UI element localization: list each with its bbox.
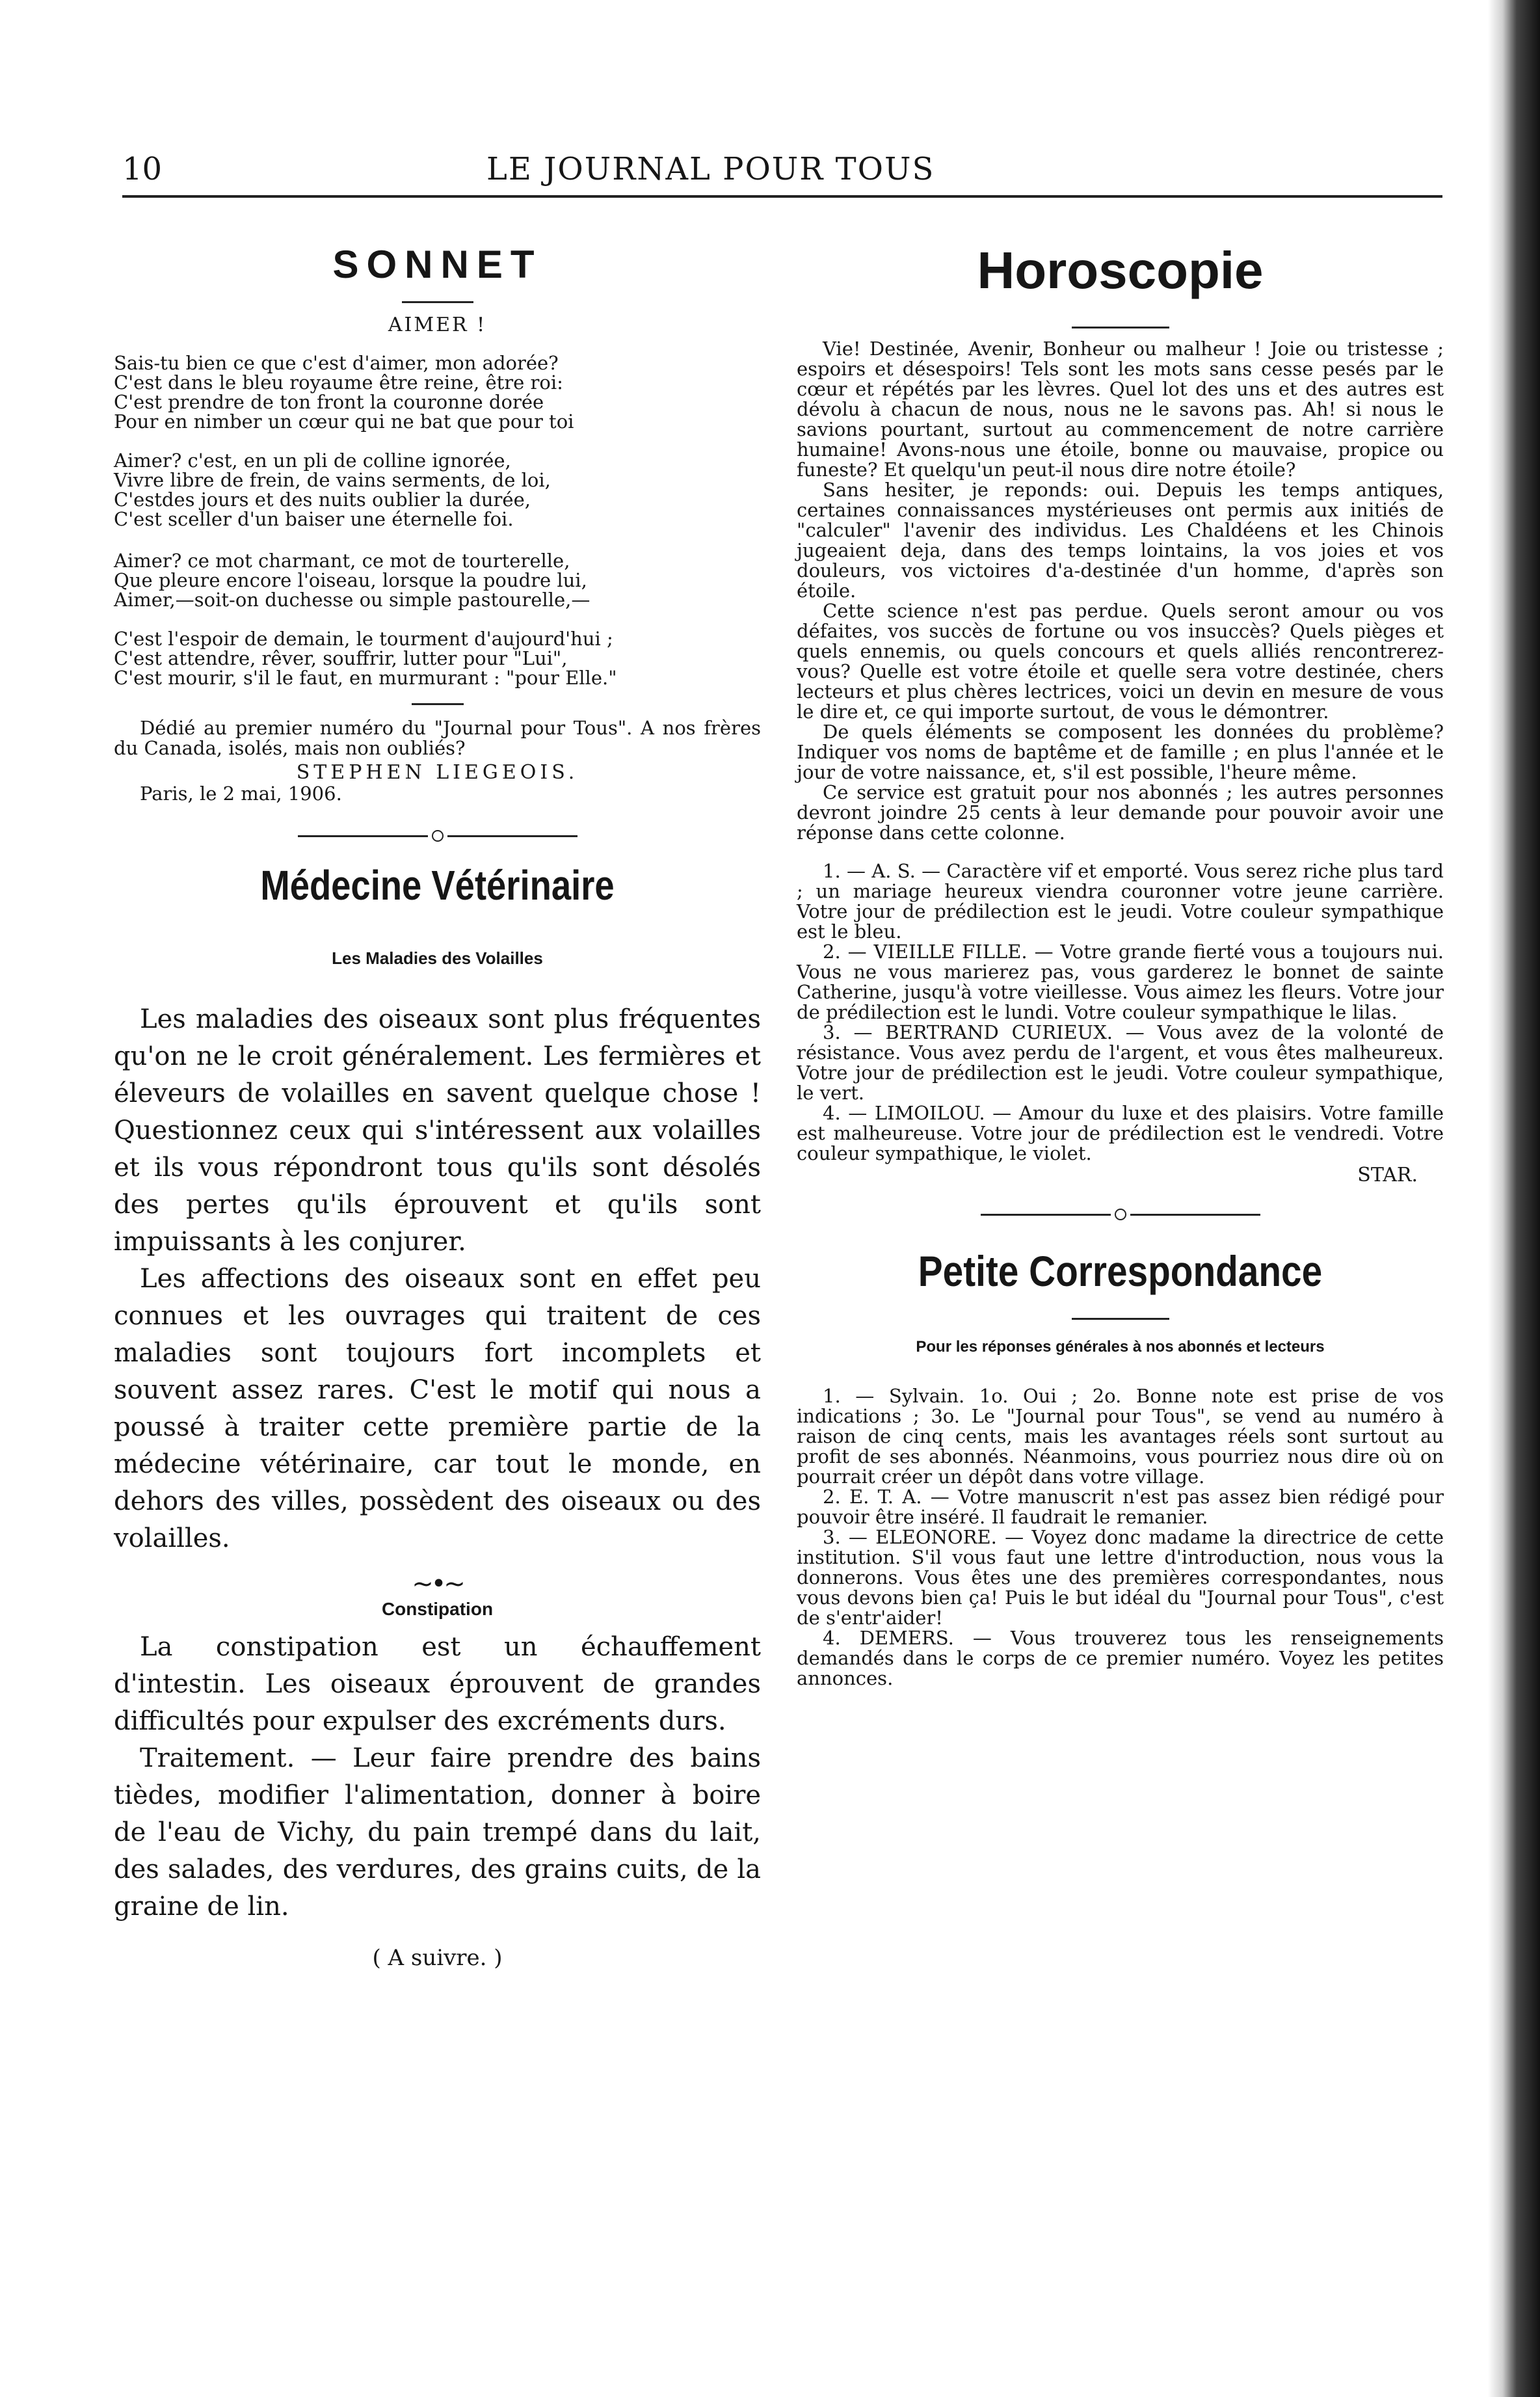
sonnet-stanza-1: Sais-tu bien ce que c'est d'aimer, mon adorée? C'est dans le bleu royaume être reine, être roi: C'est prendre de ton front la couronne dorée Pour en nimber un cœur qui ne bat que pour toi: [114, 352, 574, 433]
page-number: 10: [122, 151, 163, 187]
sonnet-stanza-3: Aimer? ce mot charmant, ce mot de tourterelle, Que pleure encore l'oiseau, lorsque la poudre lui, Aimer,—soit-on duchesse ou simple pastourelle,—: [114, 550, 591, 611]
horoscope-section: [797, 215, 1444, 1186]
to-be-continued: ( A suivre. ): [372, 1945, 503, 1971]
ornament-icon: ~•~: [412, 1569, 463, 1599]
constipation-paragraph-1: La constipation est un échauffement d'intestin. Les oiseaux éprouvent de grandes difficultés pour expulser des excréments durs.: [114, 1632, 761, 1736]
sonnet-section: [114, 215, 761, 804]
horoscope-paragraph-5: Ce service est gratuit pour nos abonnés ; les autres personnes devront joindre 25 cents à leur demande pour pouvoir avoir une réponse dans cette colonne.: [797, 781, 1444, 844]
horoscope-answer-4: 4. — LIMOILOU. — Amour du luxe et des plaisirs. Votre famille est malheureuse. Votre jour de prédilection est le vendredi. Votre couleur sympathique, le violet.: [797, 1102, 1444, 1164]
horoscope-paragraph-4: De quels éléments se composent les données du problème? Indiquer vos noms de baptême et de famille ; en plus l'année et le jour de votre naissance, et, s'il est possible, l'heure même.: [797, 721, 1444, 783]
journal-title: LE JOURNAL POUR TOUS: [486, 151, 935, 187]
correspondence-item-1: 1. — Sylvain. 1o. Oui ; 2o. Bonne note est prise de vos indications ; 3o. Le "Journal pour Tous", se vend au numéro à raison de cinq cents, mais les avantages réels sont surtout au profit de ses abonnés. Néanmoins, vous pourriez nous dire où on pourrait créer un dépôt dans votre village.: [797, 1385, 1444, 1488]
horoscope-answer-3: 3. — BERTRAND CURIEUX. — Vous avez de la volonté de résistance. Vous avez perdu de l'argent, et vous êtes malheureux. Votre jour de prédilection est le jeudi. Votre couleur sympathique, le vert.: [797, 1021, 1444, 1104]
sonnet-title: SONNET: [332, 243, 542, 286]
scan-edge-shadow: [1488, 0, 1540, 2397]
left-column: [114, 215, 761, 1971]
sonnet-dedication: Dédié au premier numéro du "Journal pour Tous". A nos frères du Canada, isolés, mais non oubliés?: [114, 717, 761, 759]
veterinary-section: [114, 861, 761, 1971]
veterinary-title: Médecine Vétérinaire: [260, 862, 615, 909]
correspondence-title: Petite Correspondance: [918, 1247, 1323, 1295]
correspondence-section: [797, 1246, 1444, 1689]
sonnet-subtitle: AIMER !: [388, 314, 487, 336]
right-column: [797, 215, 1444, 1689]
section-divider: [114, 830, 761, 842]
constipation-heading: Constipation: [381, 1599, 494, 1619]
correspondence-item-4: 4. DEMERS. — Vous trouverez tous les renseignements demandés dans le corps de ce premier numéro. Voyez les petites annonces.: [797, 1627, 1444, 1689]
header-rule: [122, 195, 1442, 198]
veterinary-paragraph-2: Les affections des oiseaux sont en effet peu connues et les ouvrages qui traitent de ces maladies sont toujours fort incomplets et souvent assez rares. C'est le motif qui nous a poussé à traiter cette première partie de la médecine vétérinaire, car tout le monde, en dehors des villes, possèdent des oiseaux ou des volailles.: [114, 1264, 761, 1553]
veterinary-subtitle: Les Maladies des Volailles: [332, 948, 543, 968]
horoscope-title: Horoscopie: [977, 241, 1264, 299]
sonnet-place-date: Paris, le 2 mai, 1906.: [140, 783, 342, 805]
horoscope-answer-2: 2. — VIEILLE FILLE. — Votre grande fierté vous a toujours nui. Vous ne vous marierez pas, vous garderez le bonnet de sainte Catherine, jusqu'à votre vieillesse. Vous aimez les fleurs. Votre jour de prédilection est le lundi. Votre couleur sympathique le lilas.: [797, 941, 1444, 1023]
veterinary-paragraph-1: Les maladies des oiseaux sont plus fréquentes qu'on ne le croit généralement. Les fermières et éleveurs de volailles en savent quelque chose ! Questionnez ceux qui s'intéressent aux volailles et ils vous répondront tous qu'ils sont désolés des pertes qu'ils éprouvent et qu'ils sont impuissants à les conjurer.: [114, 1004, 761, 1257]
sonnet-stanza-4: C'est l'espoir de demain, le tourment d'aujourd'hui ; C'est attendre, rêver, souffrir, lutter pour "Lui", C'est mourir, s'il le faut, en murmurant : "pour Elle.": [114, 628, 617, 689]
constipation-paragraph-2: Traitement. — Leur faire prendre des bains tièdes, modifier l'alimentation, donner à boire de l'eau de Vichy, du pain trempé dans du lait, des salades, des verdures, des grains cuits, de la graine de lin.: [114, 1743, 761, 1922]
page-header: [122, 151, 1442, 190]
horoscope-signature: STAR.: [1357, 1164, 1418, 1186]
correspondence-item-2: 2. E. T. A. — Votre manuscrit n'est pas assez bien rédigé pour pouvoir être inséré. Il faudrait le remanier.: [797, 1486, 1444, 1528]
horoscope-paragraph-2: Sans hesiter, je reponds: oui. Depuis les temps antiques, certaines connaissances mystérieuses ont permis aux initiés de "calculer" l'avenir des individus. Les Chaldéens et les Chinois jugeaient deja, dans des temps lointains, la vos joies et vos douleurs, vos victoires d'a-destinée d'un homme, d'après son étoile.: [797, 479, 1444, 602]
section-divider: [797, 1209, 1444, 1220]
horoscope-paragraph-1: Vie! Destinée, Avenir, Bonheur ou malheur ! Joie ou tristesse ; espoirs et désespoirs! Tels sont les mots sans cesse pesés par le cœur et répétés par les lèvres. Quel lot des uns et des autres est dévolu à chacun de nous, nous ne le savons pas. Ah! si nous le savions pourtant, surtout au commencement de notre carrière humaine! Avons-nous une étoile, bonne ou mauvaise, propice ou funeste? Et quelqu'un peut-il nous dire notre étoile?: [797, 338, 1444, 481]
correspondence-item-3: 3. — ELEONORE. — Voyez donc madame la directrice de cette institution. S'il vous faut une lettre d'introduction, nous vous la donnerons. Vous êtes une des premières correspondantes, nous vous devons bien ça! Puis le but idéal du "Journal pour Tous", c'est de s'entr'aider!: [797, 1526, 1444, 1629]
sonnet-stanza-2: Aimer? c'est, en un pli de colline ignorée, Vivre libre de frein, de vains serments, de loi, C'estdes jours et des nuits oublier la durée, C'est sceller d'un baiser une éternelle foi.: [114, 449, 551, 530]
horoscope-answer-1: 1. — A. S. — Caractère vif et emporté. Vous serez riche plus tard ; un mariage heureux viendra couronner votre jeune carrière. Votre jour de prédilection est le jeudi. Votre couleur sympathique est le bleu.: [797, 860, 1444, 943]
horoscope-paragraph-3: Cette science n'est pas perdue. Quels seront amour ou vos défaites, vos succès de fortune ou vos insuccès? Quels pièges et quels ennemis, ou quels concours et quels alliés rencontrerez-vous? Quelle est votre étoile et quelle sera votre destinée, chers lecteurs et plus chères lectrices, voici un devin en mesure de vous le dire et, ce qui importe surtout, de vous le démontrer.: [797, 600, 1444, 723]
correspondence-subtitle: Pour les réponses générales à nos abonnés et lecteurs: [916, 1338, 1325, 1356]
sonnet-author: STEPHEN LIEGEOIS.: [296, 761, 579, 784]
